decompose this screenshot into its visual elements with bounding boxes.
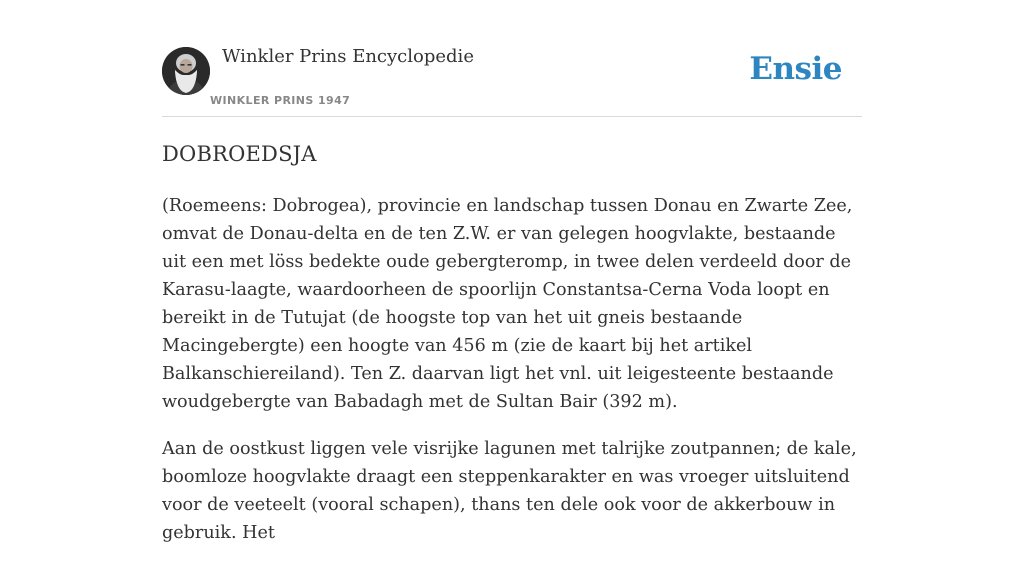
entry-body <box>162 192 862 566</box>
bearded-man-portrait-icon <box>162 47 210 95</box>
ensie-logo-link[interactable]: Ensie <box>749 51 842 87</box>
site-header <box>162 46 862 117</box>
entry-paragraph: (Roemeens: Dobrogea), provincie en landschap tussen Donau en Zwarte Zee, omvat de Donau-delta en de ten Z.W. er van gelegen hoogvlakte, bestaande uit een met löss bedekte oude gebergteromp, in twee delen verdeeld door de Karasu-laagte, waardoorheen de spoorlijn Constantsa-Cerna Voda loopt en bereikt in de Tutujat (de hoogste top van het uit gneis bestaande Macingebergte) een hoogte van 456 m (zie de kaart bij het artikel Balkanschiereiland). Ten Z. daarvan ligt het vnl. uit leigesteente bestaande woudgebergte van Babadagh met de Sultan Bair (392 m). <box>162 196 853 412</box>
entry-title: DOBROEDSJA <box>162 142 317 166</box>
entry-paragraph: Aan de oostkust liggen vele visrijke lagunen met talrijke zoutpannen; de kale, boomloze hoogvlakte draagt een steppenkarakter en was vroeger uitsluitend voor de veeteelt (vooral schapen), thans ten dele ook voor de akkerbouw in gebruik. Het <box>162 439 857 543</box>
site-title[interactable]: Winkler Prins Encyclopedie <box>222 46 474 67</box>
site-subtitle: WINKLER PRINS 1947 <box>210 94 351 107</box>
encyclopedia-avatar-icon[interactable] <box>162 47 210 95</box>
